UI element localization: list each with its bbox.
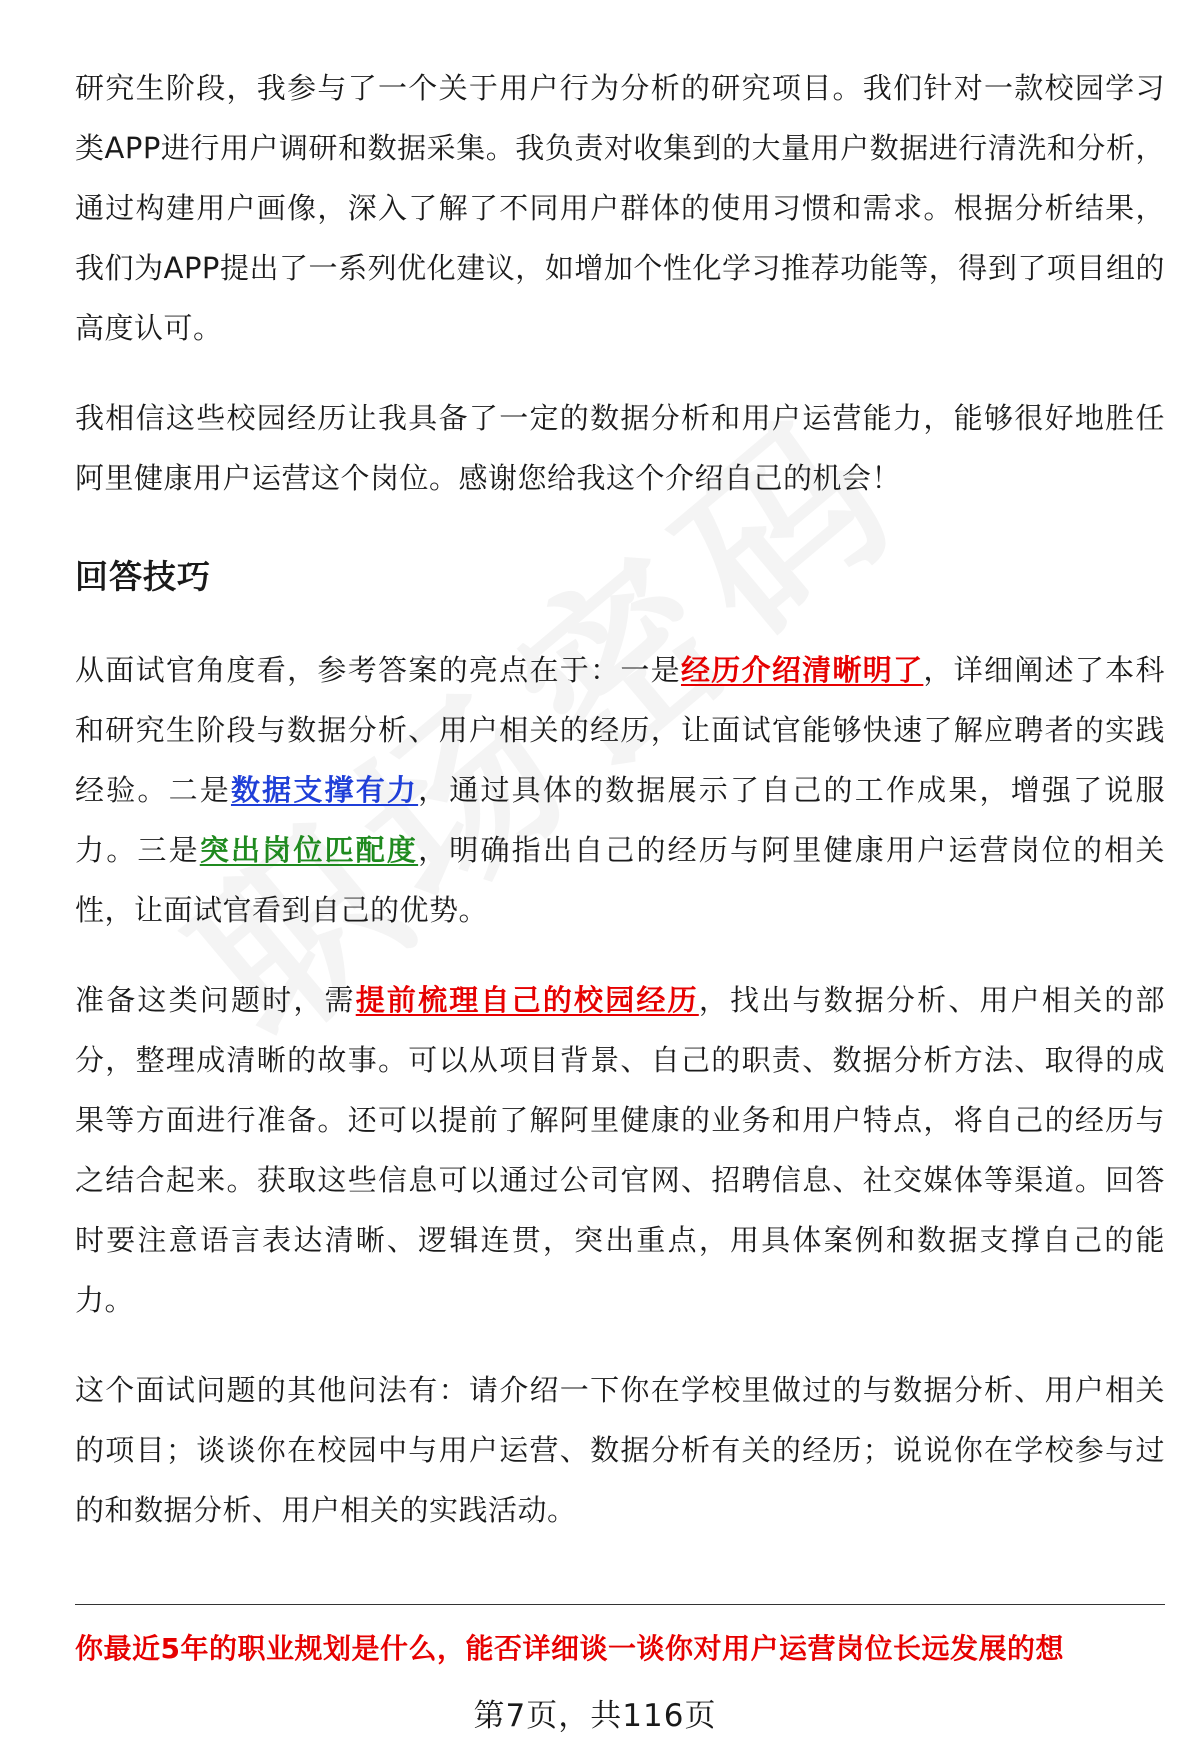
text-segment: ，明确指出自己的经历与阿里健康用户运营岗位的相关性，让面试官看到自己的优势。 [75,833,1165,927]
divider [75,1604,1165,1605]
paragraph-alternative-questions: 这个面试问题的其他问法有：请介绍一下你在学校里做过的与数据分析、用户相关的项目；谈谈你在校园中与用户运营、数据分析有关的经历；说说你在学校参与过的和数据分析、用户相关的实践活动。 [75,1373,1165,1527]
paragraph-closing: 我相信这些校园经历让我具备了一定的数据分析和用户运营能力，能够很好地胜任阿里健康用户运营这个岗位。感谢您给我这个介绍自己的机会！ [75,401,1165,495]
paragraph-tips-highlights [75,640,1165,940]
paragraph-tips-preparation [75,970,1165,1330]
highlight-red: 提前梳理自己的校园经历 [355,983,699,1017]
paragraph-research-project: 研究生阶段，我参与了一个关于用户行为分析的研究项目。我们针对一款校园学习类APP进行用户调研和数据采集。我负责对收集到的大量用户数据进行清洗和分析，通过构建用户画像，深入了解了不同用户群体的使用习惯和需求。根据分析结果，我们为APP提出了一系列优化建议，如增加个性化学习推荐功能等，得到了项目组的高度认可。 [75,71,1165,345]
highlight-red: 经历介绍清晰明了 [680,653,924,687]
text-segment: ，详细阐述了本科和研究生阶段与数据分析、用户相关的经历，让面试官能够快速了解应聘者的实践经验。二是 [75,653,1165,807]
text-segment: 从面试官角度看，参考答案的亮点在于：一是 [75,653,681,687]
page-number: 第7页，共116页 [473,1698,717,1734]
section-title: 回答技巧 [75,557,211,596]
text-segment: 准备这类问题时，需 [75,983,356,1017]
next-question-title: 你最近5年的职业规划是什么，能否详细谈一谈你对用户运营岗位长远发展的想 [75,1632,1064,1665]
text-segment: ，找出与数据分析、用户相关的部分，整理成清晰的故事。可以从项目背景、自己的职责、数据分析方法、取得的成果等方面进行准备。还可以提前了解阿里健康的业务和用户特点，将自己的经历与之结合起来。获取这些信息可以通过公司官网、招聘信息、社交媒体等渠道。回答时要注意语言表达清晰、逻辑连贯，突出重点，用具体案例和数据支撑自己的能力。 [75,983,1165,1317]
text-segment: ，通过具体的数据展示了自己的工作成果，增强了说服力。三是 [75,773,1165,867]
document-body [75,58,1165,1540]
highlight-blue: 数据支撑有力 [230,773,419,807]
highlight-green: 突出岗位匹配度 [199,833,419,867]
